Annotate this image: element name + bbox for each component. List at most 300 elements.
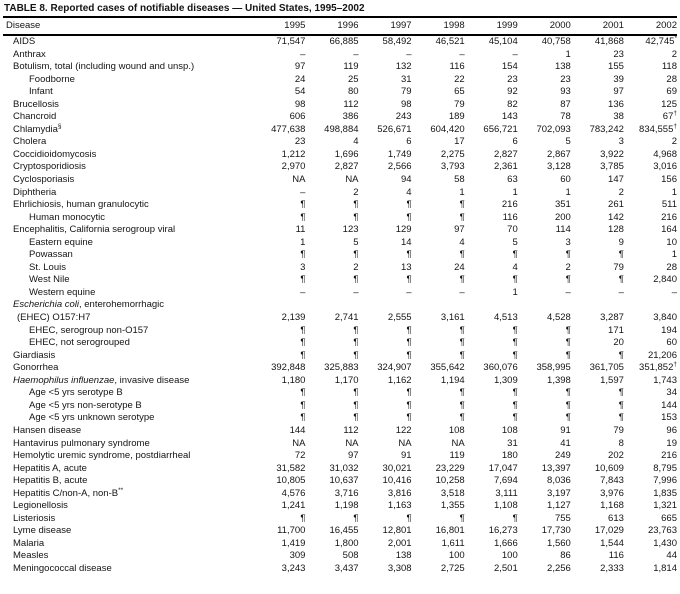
cell: 31,582 bbox=[276, 462, 306, 474]
cell: ¶ bbox=[512, 387, 518, 399]
cell: 122 bbox=[395, 424, 412, 436]
cell: 80 bbox=[347, 86, 359, 98]
table-row bbox=[3, 538, 677, 551]
cell: 604,420 bbox=[430, 123, 465, 135]
cell: 4 bbox=[459, 236, 465, 248]
table-row bbox=[3, 287, 677, 300]
cell: 7,694 bbox=[493, 475, 518, 487]
row-label: AIDS bbox=[13, 36, 36, 47]
cell: 7,843 bbox=[600, 475, 624, 487]
cell: 1,108 bbox=[493, 500, 518, 512]
cell: ¶ bbox=[406, 249, 412, 261]
table-row bbox=[3, 412, 677, 425]
cell: NA bbox=[398, 437, 412, 449]
cell: 498,884 bbox=[324, 123, 359, 135]
row-label: Hepatitis B, acute bbox=[13, 475, 88, 487]
cell: 23 bbox=[613, 48, 624, 60]
row-label: Eastern equine bbox=[29, 236, 93, 248]
table-row bbox=[3, 438, 677, 451]
cell: 98 bbox=[401, 98, 412, 110]
cell: 153 bbox=[661, 412, 677, 424]
table-row bbox=[3, 513, 677, 526]
cell: 2,139 bbox=[281, 312, 306, 324]
cell: 2,970 bbox=[281, 161, 306, 173]
cell: 508 bbox=[342, 550, 359, 562]
cell: 1,814 bbox=[653, 562, 677, 574]
table-row bbox=[3, 74, 677, 87]
row-label: Western equine bbox=[29, 286, 96, 298]
cell: ¶ bbox=[353, 337, 359, 349]
cell: 41 bbox=[560, 437, 571, 449]
cell: 108 bbox=[448, 424, 465, 436]
cell: 2,501 bbox=[493, 562, 518, 574]
cell: NA bbox=[451, 437, 465, 449]
row-label: EHEC, serogroup non-O157 bbox=[29, 324, 149, 336]
row-label: Lyme disease bbox=[13, 525, 72, 537]
cell: – bbox=[300, 48, 306, 60]
table-row bbox=[3, 199, 677, 212]
cell: ¶ bbox=[353, 211, 359, 223]
table-row bbox=[3, 224, 677, 237]
cell: 96 bbox=[666, 424, 677, 436]
column-header: 1999 bbox=[465, 17, 518, 35]
cell: ¶ bbox=[565, 274, 571, 286]
cell: ¶ bbox=[512, 512, 518, 524]
cell: 65 bbox=[454, 86, 465, 98]
cell: 355,642 bbox=[430, 362, 465, 374]
cell: 119 bbox=[449, 450, 465, 462]
cell: 112 bbox=[343, 98, 359, 110]
data-table bbox=[3, 16, 677, 576]
cell: 97 bbox=[347, 450, 359, 462]
table-row bbox=[3, 174, 677, 187]
column-header: 1997 bbox=[359, 17, 412, 35]
cell: 154 bbox=[501, 61, 518, 73]
cell: 116 bbox=[502, 211, 518, 223]
row-label: Encephalitis, California serogroup viral bbox=[13, 224, 176, 236]
row-label: Ehrlichiosis, human granulocytic bbox=[13, 199, 149, 211]
row-label: Botulism, total (including wound and unsp.) bbox=[13, 61, 195, 73]
cell: 1,180 bbox=[281, 374, 306, 386]
cell: 17,047 bbox=[488, 462, 518, 474]
cell: 1,127 bbox=[547, 500, 571, 512]
cell: – bbox=[300, 186, 306, 198]
table-row bbox=[3, 563, 677, 576]
cell: 1,666 bbox=[493, 537, 518, 549]
table-row bbox=[3, 299, 677, 324]
cell: 16,801 bbox=[435, 525, 465, 537]
cell: 114 bbox=[555, 224, 571, 236]
cell: 2 bbox=[671, 136, 677, 148]
cell: 31,032 bbox=[329, 462, 359, 474]
table-row bbox=[3, 325, 677, 338]
cell: 23 bbox=[294, 136, 306, 148]
cell: 325,883 bbox=[324, 362, 359, 374]
cell: 3,785 bbox=[600, 161, 624, 173]
table-row bbox=[3, 124, 677, 137]
cell: – bbox=[459, 286, 465, 298]
cell: ¶ bbox=[353, 387, 359, 399]
cell: 66,885 bbox=[329, 36, 359, 47]
cell: ¶ bbox=[459, 324, 465, 336]
cell: ¶ bbox=[512, 274, 518, 286]
cell: ¶ bbox=[300, 199, 306, 211]
cell: 13 bbox=[401, 261, 412, 273]
cell: ¶ bbox=[300, 399, 306, 411]
row-label: Escherichia coli, enterohemorrhagic (EHEC) O157:H7 bbox=[13, 299, 165, 324]
cell: 23,229 bbox=[435, 462, 465, 474]
row-label: Gonorrhea bbox=[13, 362, 59, 374]
cell: 98 bbox=[294, 98, 306, 110]
cell: 118 bbox=[661, 61, 677, 73]
row-label: Chlamydia§ bbox=[13, 122, 62, 135]
cell: ¶ bbox=[459, 211, 465, 223]
cell: 4,576 bbox=[281, 487, 306, 499]
table-row bbox=[3, 187, 677, 200]
cell: 128 bbox=[608, 224, 624, 236]
cell: 69 bbox=[666, 86, 677, 98]
row-label: Infant bbox=[29, 86, 53, 98]
cell: 202 bbox=[608, 450, 624, 462]
cell: ¶ bbox=[406, 337, 412, 349]
cell: ¶ bbox=[300, 349, 306, 361]
table-row bbox=[3, 61, 677, 74]
cell: 526,671 bbox=[377, 123, 412, 135]
cell: 142 bbox=[608, 211, 624, 223]
cell: 2,555 bbox=[387, 312, 412, 324]
cell: ¶ bbox=[459, 274, 465, 286]
cell: 1,309 bbox=[493, 374, 518, 386]
table-row bbox=[3, 425, 677, 438]
cell: 1,611 bbox=[441, 537, 465, 549]
cell: ¶ bbox=[459, 399, 465, 411]
cell: 17,730 bbox=[541, 525, 571, 537]
cell: 54 bbox=[294, 86, 306, 98]
cell: 24 bbox=[454, 261, 465, 273]
cell: 2,827 bbox=[493, 148, 518, 160]
cell: 3,287 bbox=[600, 312, 624, 324]
table-row bbox=[3, 161, 677, 174]
table-row bbox=[3, 500, 677, 513]
row-label: Hepatitis C/non-A, non-B** bbox=[13, 486, 124, 499]
cell: 45,104 bbox=[488, 36, 518, 47]
cell: 511 bbox=[661, 199, 677, 211]
row-label: Giardiasis bbox=[13, 349, 56, 361]
row-label: Anthrax bbox=[13, 48, 46, 60]
row-label: Foodborne bbox=[29, 73, 75, 85]
cell: 23 bbox=[560, 73, 571, 85]
cell: 216 bbox=[501, 199, 518, 211]
cell: ¶ bbox=[353, 249, 359, 261]
cell: ¶ bbox=[300, 387, 306, 399]
table-row bbox=[3, 387, 677, 400]
cell: ¶ bbox=[300, 324, 306, 336]
row-label: Cyclosporiasis bbox=[13, 174, 75, 186]
cell: ¶ bbox=[406, 349, 412, 361]
cell: 3,308 bbox=[387, 562, 412, 574]
cell: NA bbox=[292, 174, 306, 186]
cell: – bbox=[353, 286, 359, 298]
cell: 1,560 bbox=[547, 537, 571, 549]
cell: ¶ bbox=[300, 412, 306, 424]
cell: 2 bbox=[353, 186, 359, 198]
cell: 1,241 bbox=[281, 500, 306, 512]
cell: 44 bbox=[666, 550, 677, 562]
cell: 38 bbox=[613, 111, 624, 123]
cell: 112 bbox=[343, 424, 359, 436]
cell: 79 bbox=[613, 261, 624, 273]
cell: ¶ bbox=[512, 349, 518, 361]
cell: 1 bbox=[300, 236, 306, 248]
cell: ¶ bbox=[353, 412, 359, 424]
table-row bbox=[3, 350, 677, 363]
row-label: Measles bbox=[13, 550, 49, 562]
row-label: Cryptosporidiosis bbox=[13, 161, 86, 173]
table-row bbox=[3, 35, 677, 49]
cell: 91 bbox=[401, 450, 412, 462]
cell: 30,021 bbox=[382, 462, 412, 474]
cell: 164 bbox=[661, 224, 677, 236]
cell: ¶ bbox=[512, 399, 518, 411]
cell: 171 bbox=[608, 324, 624, 336]
row-label: Age <5 yrs non-serotype B bbox=[29, 399, 142, 411]
cell: 31 bbox=[507, 437, 518, 449]
cell: 11 bbox=[295, 224, 306, 236]
cell: 3,197 bbox=[547, 487, 571, 499]
cell: 46,521 bbox=[435, 36, 465, 47]
cell: 9 bbox=[618, 236, 624, 248]
cell: 21,206 bbox=[647, 349, 677, 361]
cell: 116 bbox=[608, 550, 624, 562]
cell: 97 bbox=[613, 86, 624, 98]
cell: 360,076 bbox=[483, 362, 518, 374]
cell: ¶ bbox=[459, 387, 465, 399]
cell: 1,163 bbox=[387, 500, 412, 512]
cell: 2,256 bbox=[547, 562, 571, 574]
cell: 1,198 bbox=[334, 500, 359, 512]
cell: 1,168 bbox=[600, 500, 624, 512]
cell: 3,437 bbox=[334, 562, 359, 574]
table-row bbox=[3, 475, 677, 488]
cell: 67† bbox=[662, 110, 677, 123]
cell: 1,419 bbox=[281, 537, 306, 549]
cell: 3,922 bbox=[600, 148, 624, 160]
cell: ¶ bbox=[353, 324, 359, 336]
cell: 3,243 bbox=[281, 562, 306, 574]
cell: ¶ bbox=[300, 249, 306, 261]
header-row bbox=[3, 17, 677, 35]
cell: 123 bbox=[342, 224, 359, 236]
cell: 94 bbox=[401, 174, 412, 186]
cell: 1 bbox=[671, 249, 677, 261]
cell: ¶ bbox=[459, 249, 465, 261]
row-label: Hansen disease bbox=[13, 424, 82, 436]
cell: 6 bbox=[512, 136, 518, 148]
table-header bbox=[3, 17, 677, 35]
cell: 17,029 bbox=[594, 525, 624, 537]
cell: 1,430 bbox=[653, 537, 677, 549]
cell: ¶ bbox=[565, 337, 571, 349]
cell: 86 bbox=[560, 550, 571, 562]
cell: 189 bbox=[448, 111, 465, 123]
cell: 60 bbox=[560, 174, 571, 186]
table-row bbox=[3, 99, 677, 112]
row-label: Cholera bbox=[13, 136, 47, 148]
cell: – bbox=[406, 48, 412, 60]
cell: 70 bbox=[507, 224, 518, 236]
cell: 6 bbox=[406, 136, 412, 148]
cell: ¶ bbox=[353, 512, 359, 524]
cell: ¶ bbox=[459, 349, 465, 361]
cell: 2 bbox=[671, 48, 677, 60]
cell: 13,397 bbox=[541, 462, 571, 474]
cell: 3,716 bbox=[334, 487, 359, 499]
cell: 1,212 bbox=[281, 148, 306, 160]
cell: 3,840 bbox=[653, 312, 677, 324]
cell: NA bbox=[292, 437, 306, 449]
cell: – bbox=[300, 286, 306, 298]
table-row bbox=[3, 49, 677, 62]
cell: 3,793 bbox=[440, 161, 465, 173]
cell: 10,637 bbox=[329, 475, 359, 487]
cell: 606 bbox=[289, 111, 306, 123]
cell: 4,528 bbox=[547, 312, 571, 324]
cell: 144 bbox=[289, 424, 306, 436]
cell: 1,743 bbox=[653, 374, 677, 386]
cell: 87 bbox=[560, 98, 571, 110]
cell: 1 bbox=[565, 186, 571, 198]
cell: 23 bbox=[507, 73, 518, 85]
cell: 2,001 bbox=[387, 537, 412, 549]
cell: – bbox=[353, 48, 359, 60]
cell: 1,696 bbox=[334, 148, 359, 160]
cell: 216 bbox=[661, 450, 677, 462]
table-row bbox=[3, 550, 677, 563]
cell: 63 bbox=[507, 174, 518, 186]
cell: 1,170 bbox=[334, 374, 359, 386]
row-label: Human monocytic bbox=[29, 211, 106, 223]
cell: 147 bbox=[608, 174, 624, 186]
cell: 5 bbox=[565, 136, 571, 148]
cell: 1,321 bbox=[653, 500, 677, 512]
cell: ¶ bbox=[353, 399, 359, 411]
cell: 72 bbox=[294, 450, 306, 462]
column-header: 2000 bbox=[518, 17, 571, 35]
table-body bbox=[3, 35, 677, 576]
cell: 386 bbox=[342, 111, 359, 123]
cell: ¶ bbox=[512, 324, 518, 336]
cell: ¶ bbox=[618, 387, 624, 399]
cell: 243 bbox=[395, 111, 412, 123]
row-label: Haemophilus influenzae, invasive disease bbox=[13, 374, 190, 386]
table-row bbox=[3, 262, 677, 275]
table-row bbox=[3, 111, 677, 124]
cell: 22 bbox=[454, 73, 465, 85]
cell: 129 bbox=[395, 224, 412, 236]
cell: NA bbox=[345, 437, 359, 449]
cell: 613 bbox=[608, 512, 624, 524]
cell: 1,800 bbox=[334, 537, 359, 549]
cell: 1 bbox=[671, 186, 677, 198]
cell: 3 bbox=[300, 261, 306, 273]
cell: ¶ bbox=[459, 512, 465, 524]
cell: 14 bbox=[401, 236, 412, 248]
cell: 92 bbox=[507, 86, 518, 98]
table-row bbox=[3, 149, 677, 162]
cell: 1,355 bbox=[440, 500, 465, 512]
cell: 4,513 bbox=[493, 312, 518, 324]
cell: 28 bbox=[666, 73, 677, 85]
cell: ¶ bbox=[618, 349, 624, 361]
row-label: West Nile bbox=[29, 274, 70, 286]
cell: – bbox=[459, 48, 465, 60]
cell: ¶ bbox=[618, 274, 624, 286]
cell: ¶ bbox=[565, 324, 571, 336]
cell: 2,566 bbox=[387, 161, 412, 173]
row-label: Hemolytic uremic syndrome, postdiarrheal bbox=[13, 450, 191, 462]
table-row bbox=[3, 362, 677, 375]
cell: 1 bbox=[512, 286, 518, 298]
cell: 7,996 bbox=[653, 475, 677, 487]
cell: ¶ bbox=[406, 412, 412, 424]
cell: 132 bbox=[395, 61, 412, 73]
column-header: 2001 bbox=[571, 17, 624, 35]
cell: 755 bbox=[554, 512, 571, 524]
cell: 1,194 bbox=[440, 374, 465, 386]
cell: 656,721 bbox=[483, 123, 518, 135]
table-row bbox=[3, 488, 677, 501]
cell: 3,518 bbox=[440, 487, 465, 499]
cell: 834,555† bbox=[639, 122, 677, 135]
cell: – bbox=[406, 286, 412, 298]
cell: 10,258 bbox=[435, 475, 465, 487]
cell: 100 bbox=[501, 550, 518, 562]
cell: 702,093 bbox=[536, 123, 571, 135]
cell: 93 bbox=[560, 86, 571, 98]
cell: ¶ bbox=[618, 412, 624, 424]
cell: 194 bbox=[661, 324, 677, 336]
cell: 91 bbox=[560, 424, 571, 436]
cell: 60 bbox=[666, 337, 677, 349]
table-row bbox=[3, 86, 677, 99]
cell: 79 bbox=[454, 98, 465, 110]
cell: 392,848 bbox=[271, 362, 306, 374]
row-label: Age <5 yrs unknown serotype bbox=[29, 412, 155, 424]
cell: 358,995 bbox=[536, 362, 571, 374]
cell: 25 bbox=[347, 73, 359, 85]
row-label: Hepatitis A, acute bbox=[13, 462, 87, 474]
cell: 249 bbox=[554, 450, 571, 462]
cell: ¶ bbox=[300, 512, 306, 524]
cell: ¶ bbox=[565, 399, 571, 411]
cell: 20 bbox=[613, 337, 624, 349]
cell: 97 bbox=[454, 224, 465, 236]
cell: ¶ bbox=[406, 199, 412, 211]
table-row bbox=[3, 136, 677, 149]
cell: 119 bbox=[343, 61, 359, 73]
cell: 361,705 bbox=[589, 362, 624, 374]
cell: 477,638 bbox=[271, 123, 306, 135]
cell: 78 bbox=[560, 111, 571, 123]
cell: 31 bbox=[401, 73, 412, 85]
cell: 1 bbox=[459, 186, 465, 198]
cell: 180 bbox=[501, 450, 518, 462]
cell: 28 bbox=[666, 261, 677, 273]
cell: 125 bbox=[661, 98, 677, 110]
cell: ¶ bbox=[353, 274, 359, 286]
table-row bbox=[3, 525, 677, 538]
row-label: Hantavirus pulmonary syndrome bbox=[13, 437, 150, 449]
